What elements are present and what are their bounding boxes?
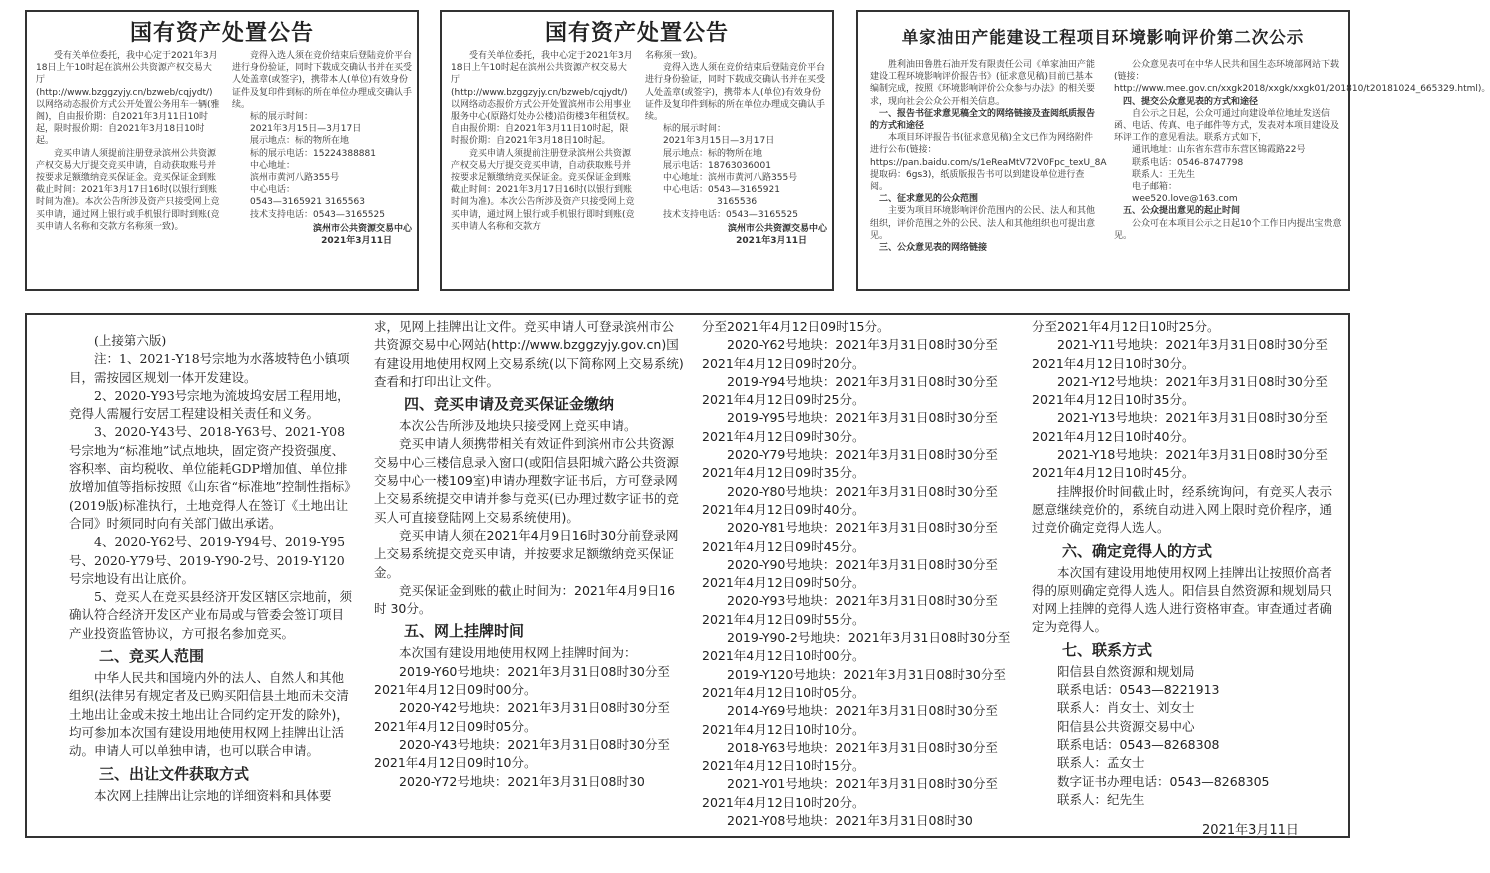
paragraph: 滨州市黄河八路355号 <box>250 173 340 184</box>
paragraph: 竞买保证金到账的截止时间为：2021年4月9日16时 30分。 <box>374 582 676 617</box>
paragraph: 主要为项目环境影响评价范围内的公民、法人和其他组织，评价范围之外的公民、法人和其他组织也可提出意见。 <box>870 206 1096 241</box>
paragraph: 2020-Y79号地块：2021年3月31日08时30分至2021年4月12日09时35分。 <box>702 447 998 481</box>
paragraph: 2019-Y120号地块：2021年3月31日08时30分至2021年4月12日10时05分。 <box>702 666 1006 700</box>
paragraph: 2020-Y72号地块：2021年3月31日08时30 <box>399 773 645 789</box>
continued-text: 分至2021年4月12日10时25分。 <box>1032 319 1220 334</box>
section-heading: 五、公众提出意见的起止时间 <box>1123 206 1241 217</box>
paragraph: 2021-Y11号地块：2021年3月31日08时30分至2021年4月12日10时30分。 <box>1032 337 1328 371</box>
paragraph: 2020-Y90号地块：2021年3月31日08时30分至2021年4月12日09时50分。 <box>702 556 998 591</box>
paragraph: 2021-Y18号地块：2021年3月31日08时30分至2021年4月12日10时45分。 <box>1032 447 1328 481</box>
paragraph: 2021年3月15日—3月17日 <box>250 124 362 135</box>
notice-right-column <box>645 50 827 247</box>
paragraph: 2021-Y12号地块：2021年3月31日08时30分至2021年4月12日10时35分。 <box>1032 373 1328 408</box>
paragraph: 展示地点：标的物所在地 <box>663 148 763 159</box>
asset-disposal-notice-1 <box>25 10 419 291</box>
continued-text: 分至2021年4月12日09时15分。 <box>702 319 890 334</box>
paragraph: wee520.love@163.com <box>1132 194 1238 205</box>
paragraph: 展示电话：18763036001 <box>663 160 771 171</box>
notice-left-column <box>870 59 1107 254</box>
section-heading: 二、竞买人范围 <box>99 647 205 666</box>
paragraph: 中心电话：0543—3165921 <box>663 185 780 196</box>
paragraph: 标的展示时间： <box>250 112 314 123</box>
paragraph: 挂牌报价时间截止时，经系统询问，有竞买人表示愿意继续竞价的，系统自动进入网上限时竞价程序，通过竞价确定竞得人选人。 <box>1032 483 1333 536</box>
paragraph: 2021年3月15日—3月17日 <box>663 136 775 147</box>
notice-date: 2021年3月11日 <box>321 236 392 247</box>
paragraph: 中心电话： <box>250 185 296 196</box>
paragraph: 竞买申请人须在2021年4月9日16时30分前登录网上交易系统提交竞买申请，并按要求足额缴纳竞买保证金。 <box>374 527 679 580</box>
paragraph: 联系人：纪先生 <box>1057 791 1145 807</box>
section-heading: 七、联系方式 <box>1062 640 1153 659</box>
continued-text: 求，见网上挂牌出让文件。竞买申请人可登录滨州市公共资源交易中心网站(http://www.bzggzyjy.gov.cn)国有建设用地使用权网上交易系统(以下简称网上交易系统)查看和打印出让文件。 <box>374 319 684 389</box>
notice-date: 2021年3月11日 <box>1202 823 1299 838</box>
land-transfer-notice <box>25 313 1350 838</box>
paragraph: 受有关单位委托，我中心定于2021年3月18日上午10时起在滨州公共资源产权交易大厅(http://www.bzggzyjy.cn/bzweb/cqjydt/)以网络动态报价方式公开处置滨州市公用事业服务中心(原路灯处办公楼)沿街楼3年租赁权。自由报价期：自2021年3月11日10时起，限时报价期：自2021年3月18日10时起。 <box>451 51 635 147</box>
notice-signature: 滨州市公共资源交易中心 <box>312 223 412 234</box>
note-item: 5、竞买人在竞买县经济开发区辖区宗地前，须确认符合经济开发区产业布局或与管委会签订项目产业投资监管协议，方可报名参加竞买。 <box>69 589 352 641</box>
notice-left-column <box>451 50 635 233</box>
paragraph: 受有关单位委托，我中心定于2021年3月18日上午10时起在滨州公共资源产权交易大厅(http://www.bzggzyjy.cn/bzweb/cqjydt/)以网络动态报价方式公开处置公务用车一辆(雅阁)，自由报价期：自2021年3月11日10时起，限时报价期：自2021年3月18日10时起。 <box>36 51 220 147</box>
paragraph: 中华人民共和国境内外的法人、自然人和其他组织(法律另有规定者及已购买阳信县土地而未交清土地出让金或未按土地出让合同约定开发的除外)，均可参加本次国有建设用地使用权网上挂牌出让活动。申请人可以单独申请，也可以联合申请。 <box>69 670 349 759</box>
paragraph: 2020-Y81号地块：2021年3月31日08时30分至2021年4月12日09时45分。 <box>702 520 998 554</box>
paragraph: 2020-Y80号地块：2021年3月31日08时30分至2021年4月12日09时40分。 <box>702 483 998 517</box>
paragraph: 本次网上挂牌出让宗地的详细资料和具体要 <box>94 787 332 803</box>
paragraph: 数字证书办理电话：0543—8268305 <box>1057 773 1270 789</box>
paragraph: 2020-Y43号地块：2021年3月31日08时30分至2021年4月12日09时10分。 <box>374 736 670 771</box>
main-column-1 <box>69 332 354 805</box>
section-heading: 三、公众意见表的网络链接 <box>879 243 988 254</box>
notice-right-column <box>232 50 412 247</box>
asset-disposal-notice-2 <box>440 10 834 291</box>
section-heading: 六、确定竞得人的方式 <box>1062 541 1213 560</box>
notice-right-column <box>1114 59 1490 242</box>
notice-title: 国有资产处置公告 <box>129 21 314 46</box>
paragraph: 2019-Y95号地块：2021年3月31日08时30分至2021年4月12日09时30分。 <box>702 410 998 444</box>
main-column-4 <box>1032 318 1342 809</box>
paragraph: 技术支持电话：0543—3165525 <box>663 209 798 220</box>
notice-date: 2021年3月11日 <box>736 236 807 247</box>
paragraph: 联系人：王先生 <box>1132 169 1196 180</box>
paragraph: 2014-Y69号地块：2021年3月31日08时30分至2021年4月12日10时10分。 <box>702 703 998 737</box>
section-heading: 四、竞买申请及竞买保证金缴纳 <box>404 395 615 414</box>
paragraph: 2021-Y13号地块：2021年3月31日08时30分至2021年4月12日10时40分。 <box>1032 410 1328 444</box>
paragraph: 电子邮箱： <box>1132 182 1178 193</box>
environmental-assessment-notice <box>856 10 1490 291</box>
paragraph: 名称须一致)。 <box>645 51 703 61</box>
paragraph: 展示地点：标的物所在地 <box>250 136 350 147</box>
paragraph: 2019-Y60号地块：2021年3月31日08时30分至2021年4月12日09时00分。 <box>374 663 670 698</box>
paragraph: 2020-Y93号地块：2021年3月31日08时30分至2021年4月12日09时55分。 <box>702 593 998 627</box>
paragraph: 中心地址： <box>250 160 296 171</box>
notice-signature: 滨州市公共资源交易中心 <box>727 223 827 234</box>
main-column-3 <box>702 318 1014 830</box>
paragraph: 联系人：肖女士、刘女士 <box>1057 700 1195 716</box>
paragraph: 自公示之日起，公众可通过向建设单位地址发送信函、电话、传真、电子邮件等方式，发表对本项目建设及环评工作的意见看法。联系方式如下， <box>1114 108 1340 144</box>
section-heading: 三、出让文件获取方式 <box>99 764 250 783</box>
section-heading: 四、提交公众意见表的方式和途径 <box>1123 96 1259 107</box>
paragraph: 竞买申请人须提前注册登录滨州公共资源产权交易大厅提交竞买申请，自动获取账号并按要求足额缴纳竞买保证金。竞买保证金到账截止时间：2021年3月17日16时(以银行到账时间为准)。本次公告所涉及资产只接受网上竞买申请，通过网上银行或手机银行即时到账(竞买申请人名称和交款方名称须一致)。 <box>36 148 220 232</box>
paragraph: 联系电话：0546-8747798 <box>1132 157 1244 168</box>
paragraph: 竞得入选人须在竞价结束后登陆竞价平台进行身份验证，同时下载成交确认书并在买受人处盖章(或签字)，携带本人(单位)有效身份证件及复印件到标的所在单位办理成交确认手续。 <box>645 63 826 123</box>
paragraph: 竞买申请人须提前注册登录滨州公共资源产权交易大厅提交竞买申请，自动获取账号并按要求足额缴纳竞买保证金。竞买保证金到账截止时间：2021年3月17日16时(以银行到账时间为准)。本次公告所涉及资产只接受网上竞买申请，通过网上银行或手机银行即时到账(竞买申请人名称和交款方 <box>451 148 635 232</box>
paragraph: 本次国有建设用地使用权网上挂牌出让按照价高者得的原则确定竞得人选人。阳信县自然资源和规划局只对网上挂牌的竞得人选人进行资格审查。审查通过者确定为竞得人。 <box>1032 564 1333 635</box>
paragraph: 联系人：孟女士 <box>1057 755 1145 771</box>
notice-title: 单家油田产能建设工程项目环境影响评价第二次公示 <box>901 28 1305 47</box>
paragraph: 2019-Y90-2号地块：2021年3月31日08时30分至2021年4月12日10时00分。 <box>702 630 1011 664</box>
paragraph: 阳信县公共资源交易中心 <box>1057 718 1195 734</box>
paragraph: 技术支持电话：0543—3165525 <box>250 209 385 220</box>
notice-title: 国有资产处置公告 <box>544 21 729 46</box>
paragraph: 2021-Y08号地块：2021年3月31日08时30 <box>727 813 973 829</box>
section-heading: 二、征求意见的公众范围 <box>879 194 979 205</box>
note-item: 4、2020-Y62号、2019-Y94号、2019-Y95号、2020-Y79号、2019-Y90-2号、2019-Y120号宗地设有出让底价。 <box>69 534 346 586</box>
paragraph: 2021-Y01号地块：2021年3月31日08时30分至2021年4月12日10时20分。 <box>702 776 998 810</box>
note-item: (上接第六版) <box>94 333 167 348</box>
main-column-2 <box>374 318 684 791</box>
section-heading: 一、报告书征求意见稿全文的网络链接及查阅纸质报告的方式和途径 <box>870 108 1096 132</box>
paragraph: 阳信县自然资源和规划局 <box>1057 663 1195 679</box>
paragraph: 本次公告所涉及地块只接受网上竞买申请。 <box>399 418 637 434</box>
paragraph: 标的展示电话：15224388881 <box>250 148 376 159</box>
paragraph: 公众意见表可在中华人民共和国生态环境部网站下载(链接：http://www.mee.gov.cn/xxgk2018/xxgk/xxgk01/201810/t20181024_665329.html)。 <box>1114 60 1490 95</box>
paragraph: 竞买申请人须携带相关有效证件到滨州市公共资源交易中心三楼信息录入窗口(或阳信县阳城六路公共资源交易中心一楼109室)申请办理数字证书后，方可登录网上交易系统提交申请并参与竞买(已办理过数字证书的竞买人可直接登陆网上交易系统使用)。 <box>374 436 679 525</box>
paragraph: 2020-Y62号地块：2021年3月31日08时30分至2021年4月12日09时20分。 <box>702 337 998 371</box>
notice-left-column <box>36 50 220 233</box>
paragraph: 中心地址：滨州市黄河八路355号 <box>663 173 798 184</box>
paragraph: 2019-Y94号地块：2021年3月31日08时30分至2021年4月12日09时25分。 <box>702 373 998 408</box>
note-item: 注：1、2021-Y18号宗地为水落坡特色小镇项目，需按园区规划一体开发建设。 <box>69 351 350 385</box>
paragraph: 本次国有建设用地使用权网上挂牌时间为： <box>399 645 637 661</box>
paragraph: 0543—3165921 3165563 <box>250 197 365 208</box>
paragraph: 3165536 <box>717 197 758 208</box>
paragraph: 竞得入选人须在竞价结束后登陆竞价平台进行身份验证，同时下载成交确认书并在买受人处盖章(或签字)，携带本人(单位)有效身份证件及复印件到标的所在单位办理成交确认手续。 <box>232 51 413 110</box>
note-item: 3、2020-Y43号、2018-Y63号、2021-Y08号宗地为“标准地”试点地块，固定资产投资强度、容积率、亩均税收、单位能耗GDP增加值、单位排放增加值等指标按照《山东省“标准地”控制性指标》(2019版)标准执行，土地竞得人在签订《土地出让合同》时须同时向有关部门做出承诺。 <box>69 424 351 531</box>
note-item: 2、2020-Y93号宗地为流坡坞安居工程用地，竞得人需履行安居工程建设相关责任和义务。 <box>69 387 350 422</box>
section-heading: 五、网上挂牌时间 <box>404 622 525 641</box>
paragraph: 联系电话：0543—8268308 <box>1057 736 1220 752</box>
paragraph: 2020-Y42号地块：2021年3月31日08时30分至2021年4月12日09时05分。 <box>374 700 670 734</box>
paragraph: 本项目环评报告书(征求意见稿)全文已作为网络附件进行公布(链接：https://pan.baidu.com/s/1eReaMtV72V0Fpc_texU_8A 提取码：6gs3)，纸质版报告书可以到建设单位进行查阅。 <box>870 133 1107 193</box>
paragraph: 联系电话：0543—8221913 <box>1057 682 1220 698</box>
paragraph: 通讯地址：山东省东营市东营区锦霞路22号 <box>1132 145 1306 156</box>
paragraph: 2018-Y63号地块：2021年3月31日08时30分至2021年4月12日10时15分。 <box>702 739 998 774</box>
paragraph: 标的展示时间： <box>663 124 727 135</box>
paragraph: 胜利油田鲁胜石油开发有限责任公司《单家油田产能建设工程环境影响评价报告书》(征求意见稿)目前已基本编制完成，按照《环境影响评价公众参与办法》的相关要求，现向社会公众公开相关信息。 <box>870 60 1096 107</box>
paragraph: 公众可在本项目公示之日起10个工作日内提出宝贵意见。 <box>1114 218 1342 241</box>
